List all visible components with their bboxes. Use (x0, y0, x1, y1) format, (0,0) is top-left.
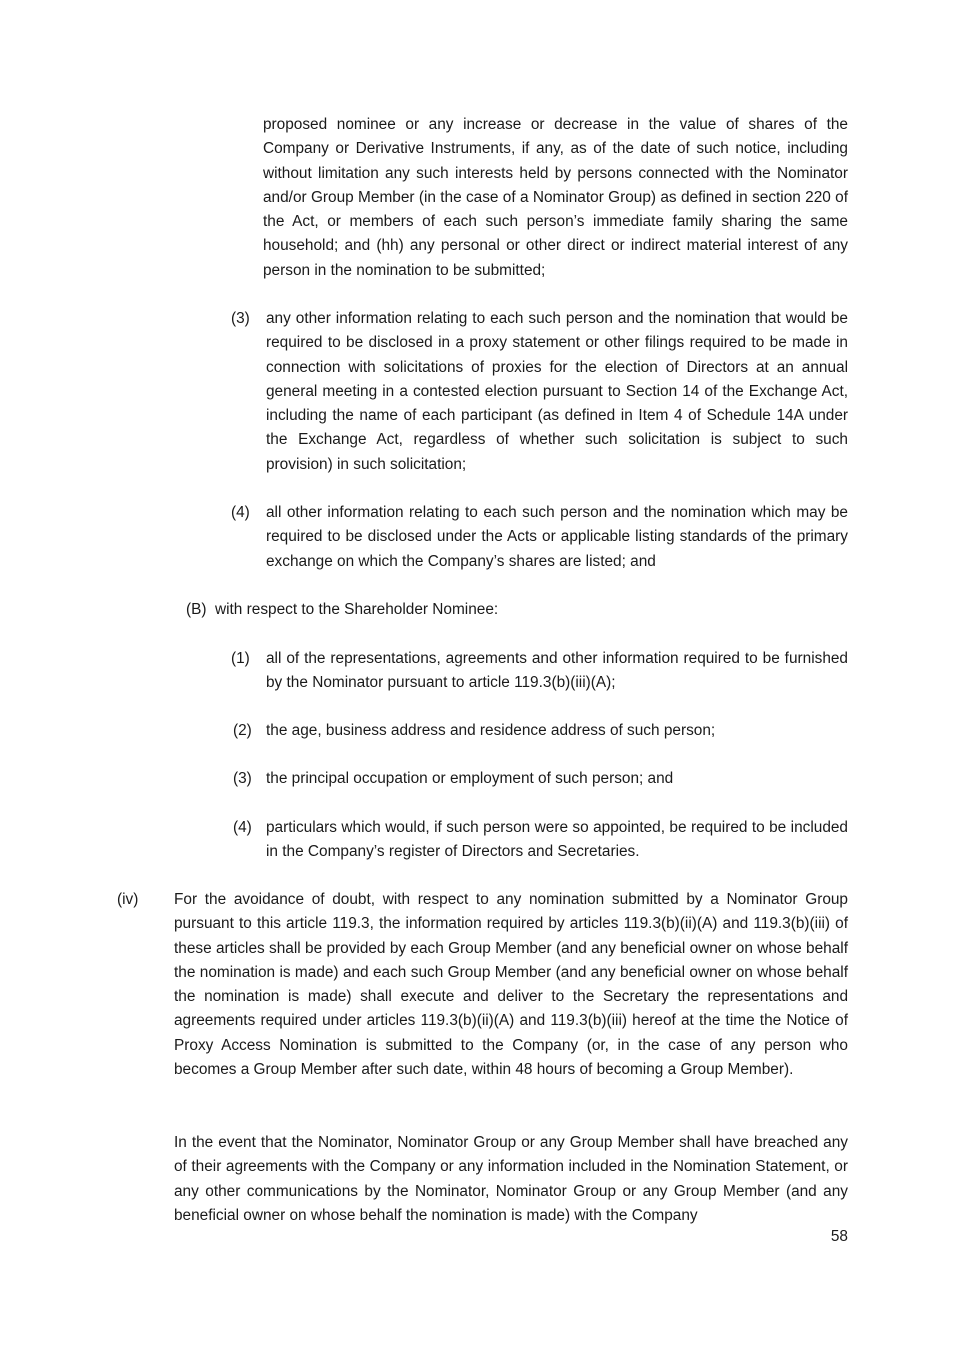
section-iv-paragraph-1: For the avoidance of doubt, with respect to any nomination submitted by a Nominator Group pursuant to this article 119.3, the information required by articles 119.3(b)(ii)(A) and 119.3(b)(iii) of these articles shall be provided by each Group Member (and any beneficial owner on whose behalf the nomination is made) and each such Group Member (and any beneficial owner on whose behalf the nomination is made) shall execute and deliver to the Secretary the representations and agreements required under articles 119.3(b)(ii)(A) and 119.3(b)(iii) hereof at the time the Notice of Proxy Access Nomination is submitted to the Company (or, in the case of any person who becomes a Group Member after such date, within 48 hours of becoming a Group Member). (174, 891, 848, 1079)
page-number: 58 (830, 1228, 848, 1245)
item-label: (3) (233, 770, 252, 787)
section-b-label: (B) (186, 601, 207, 618)
item-label: (4) (233, 819, 252, 836)
item-label: (2) (233, 722, 252, 739)
list-item-text: all of the representations, agreements and other information required to be furnished by the Nominator pursuant to article 119.3(b)(iii)(A); (266, 650, 848, 692)
item-label: (1) (231, 650, 250, 667)
section-iv-label: (iv) (117, 891, 139, 908)
continuation-paragraph: proposed nominee or any increase or decrease in the value of shares of the Company or Derivative Instruments, if any, as of the date of such notice, including without limitation any such interests held by persons connected with the Nominator and/or Group Member (in the case of a Nominator Group) as defined in section 220 of the Act, or members of each such person’s immediate family sharing the same household; and (hh) any personal or other direct or indirect material interest of any person in the nomination to be submitted; (263, 116, 848, 279)
section-b-heading: with respect to the Shareholder Nominee: (215, 601, 499, 618)
section-iv-paragraph-2: In the event that the Nominator, Nominator Group or any Group Member shall have breached any of their agreements with the Company or any information included in the Nomination Statement, or any other communications by the Nominator, Nominator Group or any Group Member (and any beneficial owner on whose behalf the nomination is made) with the Company (174, 1134, 848, 1224)
list-item-text: particulars which would, if such person were so appointed, be required to be included in the Company’s register of Directors and Secretaries. (266, 819, 848, 861)
list-item-text: any other information relating to each such person and the nomination that would be required to be disclosed in a proxy statement or other filings required to be made in connection with solicitations of proxies for the election of Directors at an annual general meeting in a contested election pursuant to Section 14 of the Exchange Act, including the name of each participant (as defined in Item 4 of Schedule 14A under the Exchange Act, regardless of whether such solicitation is subject to such provision) in such solicitation; (266, 310, 848, 473)
list-item-text: the principal occupation or employment of such person; and (266, 770, 674, 787)
list-item-text: all other information relating to each such person and the nomination which may be required to be disclosed under the Acts or applicable listing standards of the primary exchange on which the Company’s shares are listed; and (266, 504, 848, 570)
item-label: (3) (231, 310, 250, 327)
item-label: (4) (231, 504, 250, 521)
list-item-text: the age, business address and residence address of such person; (266, 722, 716, 739)
